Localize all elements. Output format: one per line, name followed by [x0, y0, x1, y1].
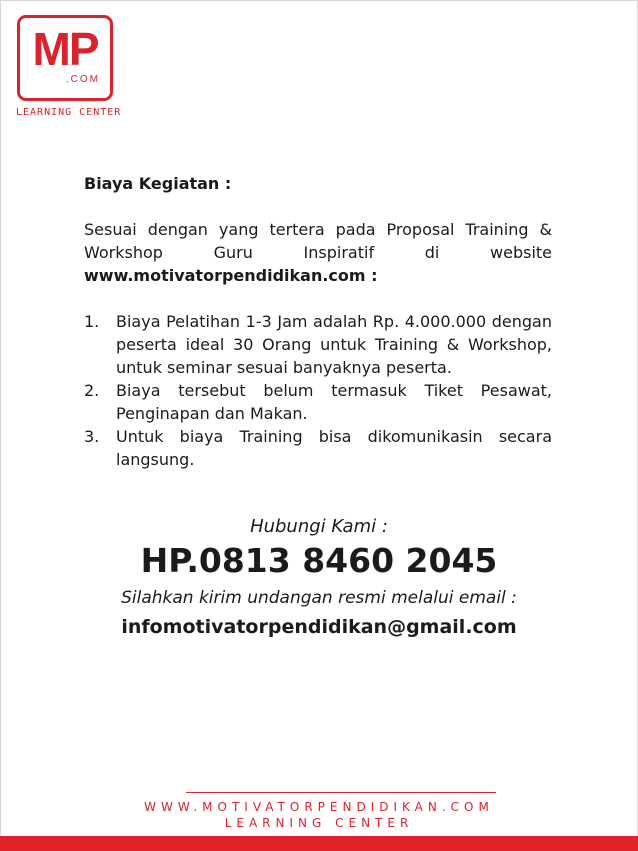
- list-item: [84, 425, 552, 471]
- list-item-number: 1.: [84, 312, 100, 331]
- list-item: [84, 310, 552, 379]
- list-item-number: 2.: [84, 381, 100, 400]
- list-item-number: 3.: [84, 427, 100, 446]
- email-link[interactable]: infomotivatorpendidikan@gmail.com: [121, 616, 517, 638]
- invite-text: Silahkan kirim undangan resmi melalui email :: [121, 588, 517, 608]
- footer-subtitle: LEARNING CENTER: [224, 816, 414, 830]
- list-item: [84, 379, 552, 425]
- footer-website-link[interactable]: WWW.MOTIVATORPENDIDIKAN.COM: [144, 800, 494, 814]
- bottom-accent-bar: [0, 836, 638, 851]
- list-item-text: Biaya Pelatihan 1-3 Jam adalah Rp. 4.000.000 dengan peserta ideal 30 Orang untuk Training & Workshop, untuk seminar sesuai banyaknya peserta.: [116, 312, 552, 377]
- mp-logo: [17, 15, 113, 101]
- contact-section: [0, 514, 638, 638]
- logo-letters: MP: [32, 23, 98, 75]
- intro-paragraph: [84, 218, 552, 287]
- main-content: [84, 172, 552, 471]
- logo-domain-suffix: .COM: [65, 74, 100, 85]
- intro-text: Sesuai dengan yang tertera pada Proposal Training & Workshop Guru Inspiratif di website: [84, 220, 552, 262]
- phone-number[interactable]: HP.0813 8460 2045: [140, 541, 498, 580]
- website-link[interactable]: www.motivatorpendidikan.com :: [84, 266, 378, 285]
- cost-list: [84, 310, 552, 471]
- footer-divider: [186, 792, 496, 793]
- logo-caption: LEARNING CENTER: [16, 107, 122, 118]
- list-item-text: Biaya tersebut belum termasuk Tiket Pesawat, Penginapan dan Makan.: [116, 381, 552, 423]
- contact-label: Hubungi Kami :: [250, 516, 388, 537]
- list-item-text: Untuk biaya Training bisa dikomunikasin secara langsung.: [116, 427, 552, 469]
- section-heading: Biaya Kegiatan :: [84, 174, 232, 193]
